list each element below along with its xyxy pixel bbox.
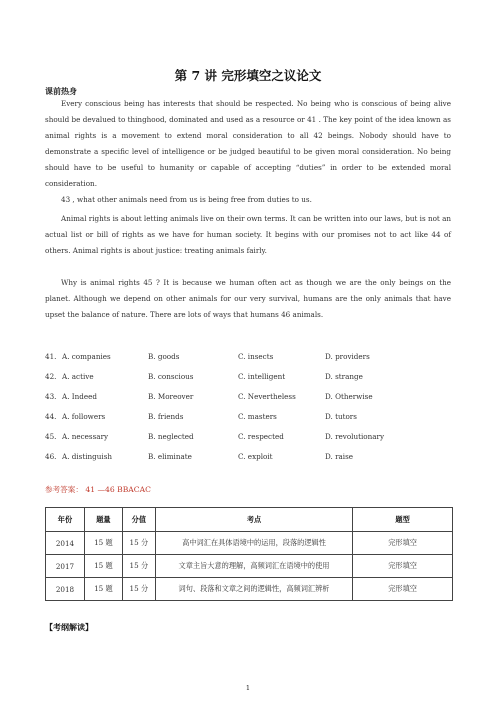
option-b: B. friends [148, 412, 184, 421]
cell-year: 2014 [46, 532, 85, 555]
header-topic: 考点 [155, 508, 352, 532]
table-row [46, 532, 453, 555]
passage-paragraph-3: Animal rights is about letting animals live on their own terms. It can be written into our laws, but is not an actual list or bill of rights as we have for human society. It begins with our promises not to act like 44 of others. Animal rights is about justice: treating animals fairly. [45, 214, 451, 255]
option-row-43 [45, 392, 465, 412]
option-row-42 [45, 372, 465, 392]
option-row-44 [45, 412, 465, 432]
option-d: D. raise [325, 452, 354, 461]
header-count: 题量 [84, 508, 122, 532]
option-d: D. revolutionary [325, 432, 385, 441]
outline-label: 【考纲解读】 [45, 622, 93, 632]
passage-paragraph-2: 43 , what other animals need from us is being free from duties to us. [61, 195, 312, 204]
cell-score: 15 分 [122, 532, 155, 555]
option-row-41 [45, 352, 465, 372]
cell-topic: 高中词汇在具体语境中的运用，段落的逻辑性 [155, 532, 352, 555]
option-c: C. exploit [238, 452, 273, 461]
option-b: B. conscious [148, 372, 194, 381]
header-type: 题型 [353, 508, 453, 532]
option-b: B. neglected [148, 432, 194, 441]
cell-year: 2018 [46, 578, 85, 601]
table-row [46, 578, 453, 601]
option-a: A. followers [62, 412, 106, 421]
option-row-45 [45, 432, 465, 452]
cell-year: 2017 [46, 555, 85, 578]
cell-topic: 文章主旨大意的理解，高频词汇在语境中的使用 [155, 555, 352, 578]
cell-count: 15 题 [84, 555, 122, 578]
question-number: 42. [45, 372, 57, 381]
cell-score: 15 分 [122, 578, 155, 601]
cell-count: 15 题 [84, 578, 122, 601]
page-number: 1 [245, 684, 251, 692]
option-d: D. strange [325, 372, 363, 381]
cell-type: 完形填空 [353, 578, 453, 601]
option-a: A. active [62, 372, 94, 381]
option-b: B. goods [148, 352, 180, 361]
option-b: B. Moreover [148, 392, 194, 401]
cell-type: 完形填空 [353, 532, 453, 555]
answer-key: 参考答案： 41 —46 BBACAC [45, 485, 151, 494]
cell-count: 15 题 [84, 532, 122, 555]
header-score: 分值 [122, 508, 155, 532]
passage-paragraph-4: Why is animal rights 45 ? It is because we human often act as though we are the only beings on the planet. Although we depend on other animals for our very survival, humans are the only animals that have upset the balance of nature. There are lots of ways that humans 46 animals. [45, 278, 451, 319]
table-header-row [46, 508, 453, 532]
option-b: B. eliminate [148, 452, 192, 461]
option-c: C. respected [238, 432, 284, 441]
passage-paragraph-1: Every conscious being has interests that should be respected. No being who is conscious of being alive should be devalued to thinghood, dominated and used as a resource or 41 . The key point of the idea known as animal rights is a movement to extend moral consideration to all 42 beings. Nobody should have to demonstrate a specific level of intelligence or be judged beautiful to be given moral consideration. No being should have to be useful to humanity or capable of accepting “duties” in order to be extended moral consideration. [45, 99, 451, 188]
option-d: D. providers [325, 352, 370, 361]
option-a: A. distinguish [62, 452, 113, 461]
question-number: 43. [45, 392, 57, 401]
option-row-46 [45, 452, 465, 472]
option-c: C. insects [238, 352, 274, 361]
question-number: 45. [45, 432, 57, 441]
cell-type: 完形填空 [353, 555, 453, 578]
option-c: C. masters [238, 412, 277, 421]
option-d: D. Otherwise [325, 392, 373, 401]
option-a: A. necessary [62, 432, 109, 441]
option-a: A. Indeed [62, 392, 97, 401]
answer-options [45, 352, 465, 472]
option-a: A. companies [62, 352, 111, 361]
option-c: C. intelligent [238, 372, 286, 381]
option-c: C. Nevertheless [238, 392, 296, 401]
table-row [46, 555, 453, 578]
warmup-label: 课前热身 [45, 86, 77, 96]
question-number: 41. [45, 352, 57, 361]
cell-score: 15 分 [122, 555, 155, 578]
page-title: 第 7 讲 完形填空之议论文 [174, 68, 322, 83]
question-number: 46. [45, 452, 57, 461]
option-d: D. tutors [325, 412, 357, 421]
cell-topic: 词句、段落和文章之间的逻辑性，高频词汇辨析 [155, 578, 352, 601]
header-year: 年份 [46, 508, 85, 532]
question-number: 44. [45, 412, 57, 421]
exam-info-table [45, 507, 453, 601]
